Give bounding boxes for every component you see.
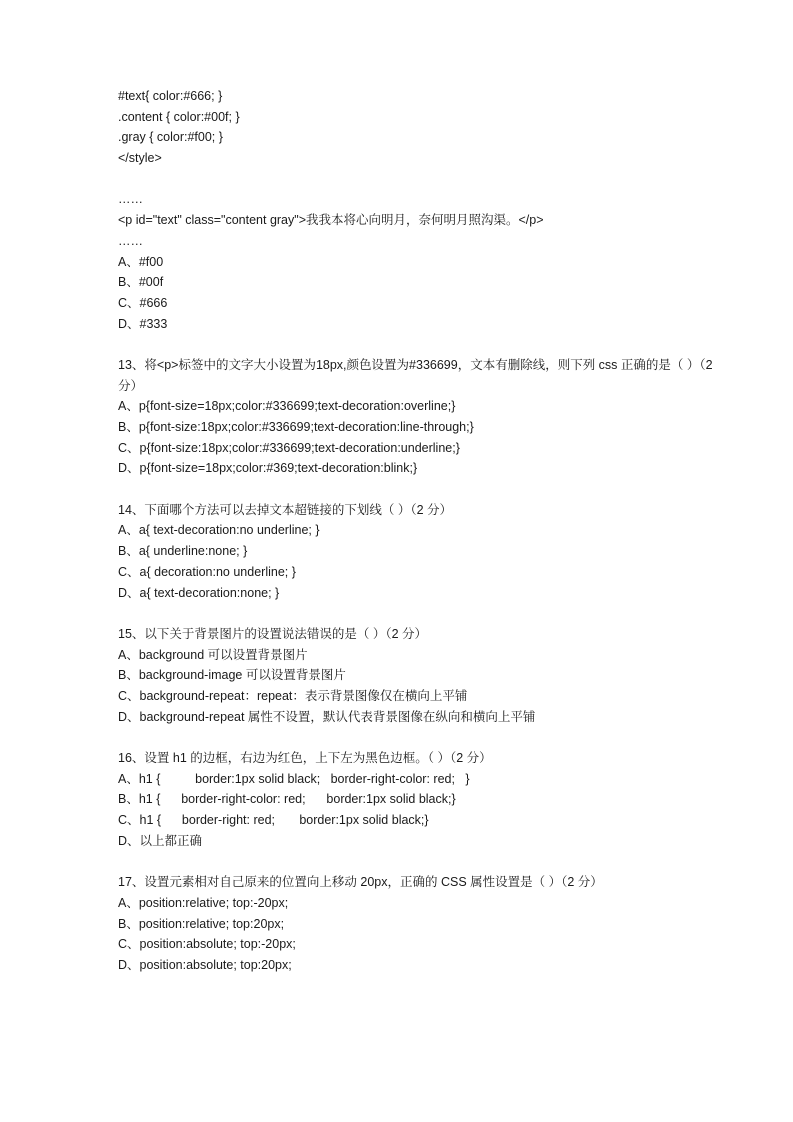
option: B、background-image 可以设置背景图片 xyxy=(118,668,346,683)
code-line: </style> xyxy=(118,151,162,166)
option: A、p{font-size=18px;color:#336699;text-decoration:overline;} xyxy=(118,399,456,414)
option: D、以上都正确 xyxy=(118,833,203,848)
option: D、position:absolute; top:20px; xyxy=(118,957,292,972)
option: C、a{ decoration:no underline; } xyxy=(118,564,296,579)
ellipsis: …… xyxy=(118,192,143,207)
question-title: 17、设置元素相对自己原来的位置向上移动 20px，正确的 CSS 属性设置是（ ）（2 分） xyxy=(118,875,603,890)
option: A、h1 { border:1px solid black; border-right-color: red; } xyxy=(118,771,470,786)
option: B、position:relative; top:20px; xyxy=(118,916,285,931)
option: C、position:absolute; top:-20px; xyxy=(118,937,296,952)
document-page xyxy=(118,86,718,976)
ellipsis: …… xyxy=(118,233,143,248)
question-title: 14、下面哪个方法可以去掉文本超链接的下划线（ ）（2 分） xyxy=(118,502,453,517)
question-15 xyxy=(118,624,718,727)
option: C、p{font-size:18px;color:#336699;text-decoration:underline;} xyxy=(118,440,460,455)
option: B、a{ underline:none; } xyxy=(118,544,248,559)
question-title: 13、将<p>标签中的文字大小设置为18px,颜色设置为#336699，文本有删除线，则下列 css 正确的是（ ）（2 分） xyxy=(118,357,713,393)
option: B、p{font-size:18px;color:#336699;text-decoration:line-through;} xyxy=(118,420,474,435)
option: A、background 可以设置背景图片 xyxy=(118,647,308,662)
html-snippet: <p id="text" class="content gray">我我本将心向明月，奈何明月照沟渠。</p> xyxy=(118,213,544,228)
question-title: 16、设置 h1 的边框，右边为红色，上下左为黑色边框。（ ）（2 分） xyxy=(118,751,492,766)
option: C、h1 { border-right: red; border:1px solid black;} xyxy=(118,813,429,828)
option: B、#00f xyxy=(118,275,164,290)
option: D、background-repeat 属性不设置，默认代表背景图像在纵向和横向上平铺 xyxy=(118,709,536,724)
question-16 xyxy=(118,748,718,851)
option: C、#666 xyxy=(118,295,168,310)
question-14 xyxy=(118,500,718,603)
option: D、p{font-size=18px;color:#369;text-decoration:blink;} xyxy=(118,461,418,476)
option: C、background-repeat：repeat：表示背景图像仅在横向上平铺 xyxy=(118,688,468,703)
q12-options xyxy=(118,252,718,335)
option: D、a{ text-decoration:none; } xyxy=(118,585,280,600)
option: A、a{ text-decoration:no underline; } xyxy=(118,523,320,538)
question-title: 15、以下关于背景图片的设置说法错误的是（ ）（2 分） xyxy=(118,626,428,641)
option: A、position:relative; top:-20px; xyxy=(118,895,289,910)
code-line: .content { color:#00f; } xyxy=(118,109,240,124)
code-line: .gray { color:#f00; } xyxy=(118,130,223,145)
option: B、h1 { border-right-color: red; border:1px solid black;} xyxy=(118,792,456,807)
option: A、#f00 xyxy=(118,254,164,269)
code-block xyxy=(118,86,718,169)
code-line: #text{ color:#666; } xyxy=(118,89,223,103)
question-17 xyxy=(118,872,718,975)
question-13 xyxy=(118,355,718,479)
option: D、#333 xyxy=(118,316,168,331)
